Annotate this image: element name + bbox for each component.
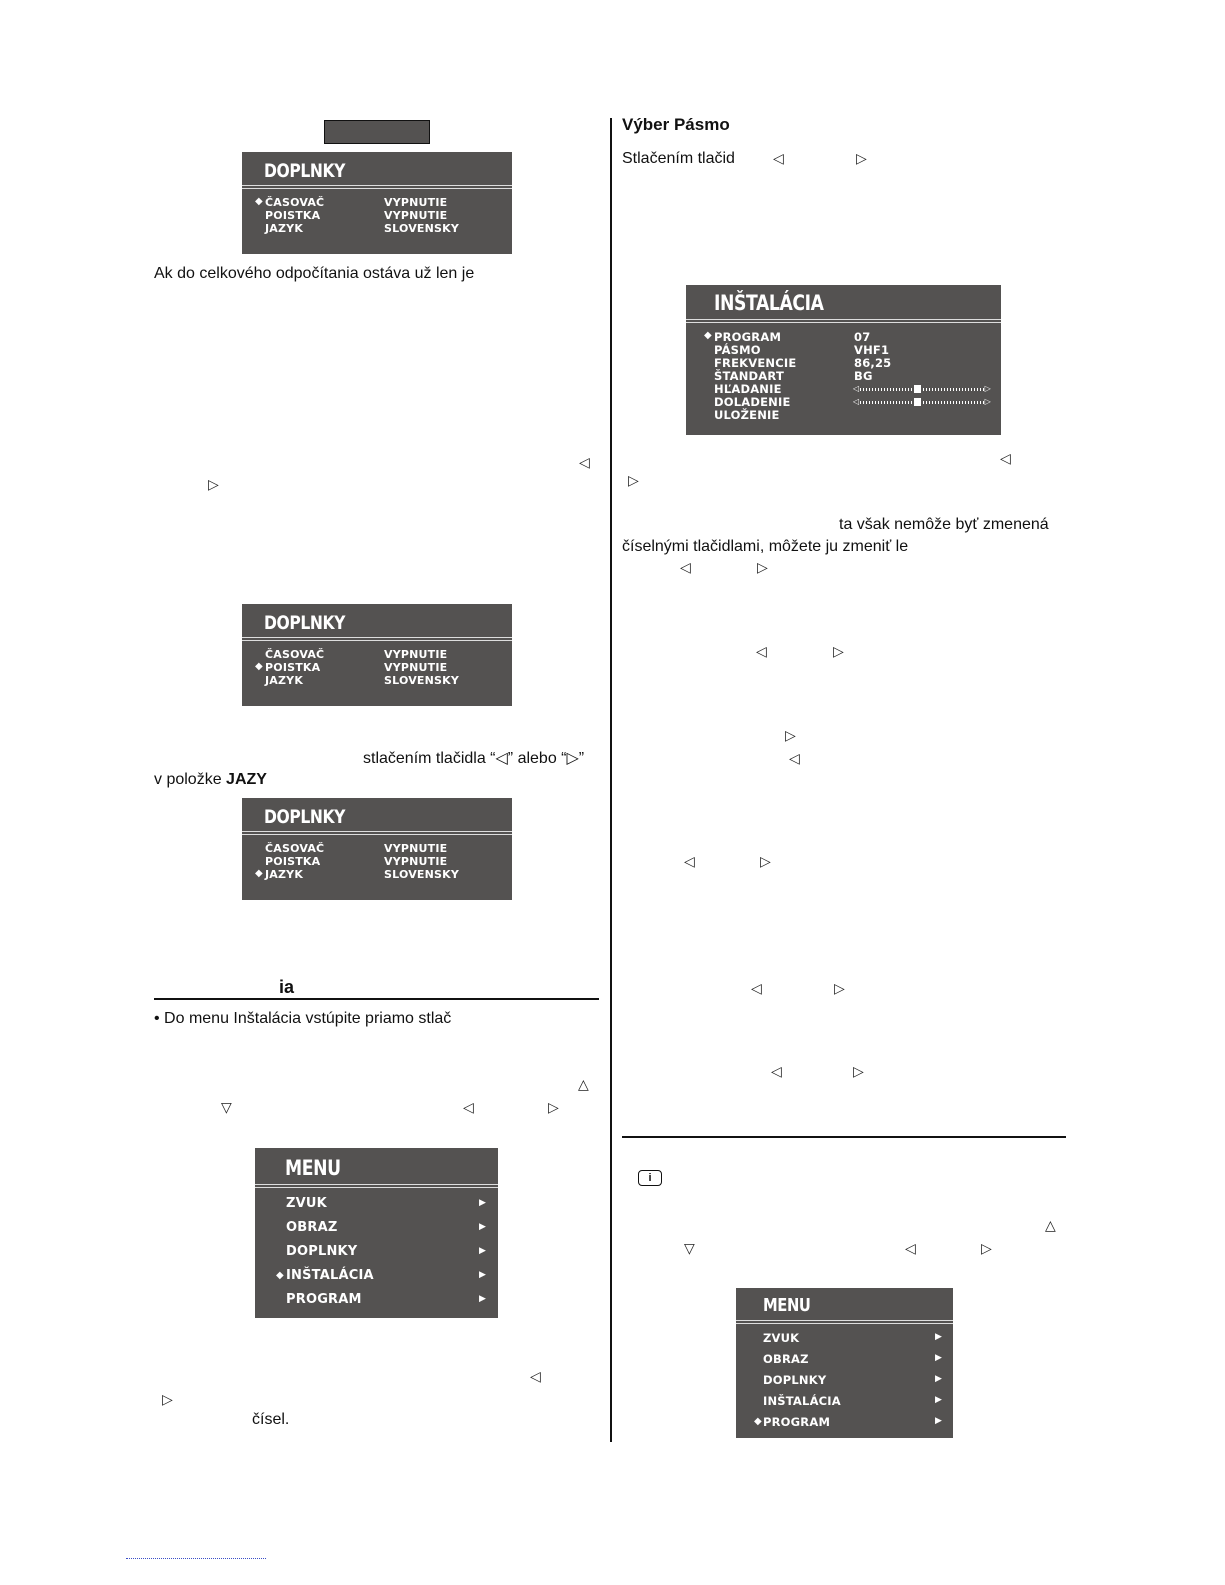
arrow-right-icon: ▷	[628, 473, 639, 489]
arrow-right-icon: ▷	[760, 854, 771, 870]
chevron-right-icon: ▶	[935, 1353, 943, 1363]
footer-link-underline	[126, 1557, 266, 1559]
arrow-left-icon: ◁	[680, 560, 691, 576]
arrow-left-icon: ◁	[905, 1241, 916, 1257]
section-heading: ia	[279, 977, 295, 997]
slider-knob[interactable]	[914, 385, 921, 393]
menu-item-obraz[interactable]: OBRAZ ▶	[763, 1352, 943, 1366]
cursor-icon: ◆	[704, 330, 712, 341]
menu-title: INŠTALÁCIA	[714, 291, 824, 315]
arrow-right-icon: ▷	[785, 728, 796, 744]
column-divider	[610, 118, 612, 1442]
chevron-right-icon: ▶	[935, 1332, 943, 1342]
digits-text: čísel.	[252, 1411, 290, 1428]
menu-row-search[interactable]: HĽADANIE ◁ ▷	[714, 382, 991, 396]
doplnky-menu-1	[242, 152, 512, 254]
menu-row[interactable]: JAZYK SLOVENSKY	[265, 674, 460, 687]
cursor-icon: ◆	[754, 1416, 762, 1427]
cannot-change-text-1: ta však nemôže byť zmenená	[839, 516, 1049, 533]
install-bullet-text: • Do menu Inštalácia vstúpite priamo stlač	[154, 1010, 452, 1027]
menu-item-instalacia[interactable]: ◆ INŠTALÁCIA ▶	[276, 1268, 487, 1283]
menu-item-zvuk[interactable]: ZVUK ▶	[286, 1196, 487, 1211]
menu-row-frequency[interactable]: FREKVENCIE 86,25	[714, 356, 892, 370]
cannot-change-text-2: číselnými tlačidlami, môžete ju zmeniť le	[622, 538, 909, 555]
arrow-right-icon: ▷	[834, 981, 845, 997]
arrow-left-icon: ◁	[773, 151, 784, 167]
arrow-left-icon: ◁	[530, 1369, 541, 1385]
search-slider[interactable]: ◁ ▷	[853, 384, 991, 393]
menu-row[interactable]: ČASOVAČ VYPNUTIE	[265, 648, 448, 661]
menu-title: DOPLNKY	[264, 612, 346, 634]
arrow-left-icon: ◁	[1000, 451, 1011, 467]
doplnky-menu-2	[242, 604, 512, 706]
menu-title: DOPLNKY	[264, 160, 346, 182]
section-divider	[622, 1136, 1066, 1138]
in-item-text: v položke JAZY	[154, 771, 267, 788]
menu-item-doplnky[interactable]: DOPLNKY ▶	[763, 1373, 943, 1387]
arrow-right-icon: ▷	[208, 477, 219, 493]
arrow-left-icon: ◁	[751, 981, 762, 997]
cursor-icon: ◆	[255, 868, 263, 879]
menu-item-obraz[interactable]: OBRAZ ▶	[286, 1220, 487, 1235]
arrow-left-icon: ◁	[579, 455, 590, 471]
menu-row-program[interactable]: ◆ PROGRAM 07	[704, 330, 871, 344]
menu-row-standard[interactable]: ŠTANDART BG	[714, 369, 873, 383]
slider-knob[interactable]	[914, 398, 921, 406]
arrow-left-icon: ◁	[789, 751, 800, 767]
chevron-right-icon: ▶	[479, 1198, 487, 1208]
menu-row-finetune[interactable]: DOLADENIE ◁ ▷	[714, 395, 991, 409]
menu-row-band[interactable]: PÁSMO VHF1	[714, 343, 890, 357]
chevron-right-icon: ▶	[935, 1395, 943, 1405]
arrow-right-icon: ▷	[856, 151, 867, 167]
band-heading: Výber Pásmo	[622, 115, 730, 134]
dark-label-box	[324, 120, 430, 144]
arrow-up-icon: △	[1045, 1218, 1056, 1234]
arrow-left-icon: ◁	[756, 644, 767, 660]
chevron-right-icon: ▶	[935, 1374, 943, 1384]
arrow-left-icon: ◁	[771, 1064, 782, 1080]
chevron-right-icon: ▶	[479, 1270, 487, 1280]
menu-row[interactable]: POISTKA VYPNUTIE	[265, 209, 448, 222]
menu-row[interactable]: ČASOVAČ VYPNUTIE	[265, 842, 448, 855]
chevron-right-icon: ▶	[935, 1416, 943, 1426]
menu-item-program[interactable]: PROGRAM ▶	[286, 1292, 487, 1307]
menu-title: DOPLNKY	[264, 806, 346, 828]
arrow-right-icon: ▷	[981, 1241, 992, 1257]
section-divider	[154, 998, 599, 1000]
menu-item-zvuk[interactable]: ZVUK ▶	[763, 1331, 943, 1345]
press-keys-text: stlačením tlačidla “◁” alebo “▷”	[363, 750, 585, 767]
cursor-icon: ◆	[276, 1270, 284, 1281]
menu-title: MENU	[763, 1295, 811, 1316]
installation-menu	[686, 285, 1001, 435]
arrow-right-icon: ▷	[833, 644, 844, 660]
cursor-icon: ◆	[255, 661, 263, 672]
cursor-icon: ◆	[255, 196, 263, 207]
main-menu-large	[255, 1148, 498, 1318]
arrow-right-icon: ▷	[853, 1064, 864, 1080]
menu-item-doplnky[interactable]: DOPLNKY ▶	[286, 1244, 487, 1259]
arrow-left-icon: ◁	[684, 854, 695, 870]
doplnky-menu-3	[242, 798, 512, 900]
arrow-down-icon: ▽	[684, 1241, 695, 1257]
chevron-right-icon: ▶	[479, 1246, 487, 1256]
menu-row[interactable]: ◆ ČASOVAČ VYPNUTIE	[255, 196, 448, 209]
arrow-right-icon: ▷	[162, 1392, 173, 1408]
countdown-text: Ak do celkového odpočítania ostáva už len je	[154, 265, 475, 282]
menu-row[interactable]: JAZYK SLOVENSKY	[265, 222, 460, 235]
press-buttons-text: Stlačením tlačid	[622, 150, 735, 167]
info-button-icon: i	[638, 1170, 662, 1186]
chevron-right-icon: ▶	[479, 1294, 487, 1304]
arrow-right-icon: ▷	[548, 1100, 559, 1116]
menu-row[interactable]: ◆ POISTKA VYPNUTIE	[255, 661, 448, 674]
menu-item-instalacia[interactable]: INŠTALÁCIA ▶	[763, 1394, 943, 1408]
menu-row-store[interactable]: ULOŽENIE	[714, 408, 780, 422]
menu-row[interactable]: POISTKA VYPNUTIE	[265, 855, 448, 868]
chevron-right-icon: ▶	[479, 1222, 487, 1232]
arrow-down-icon: ▽	[221, 1100, 232, 1116]
menu-title: MENU	[285, 1156, 341, 1180]
arrow-up-icon: △	[578, 1077, 589, 1093]
menu-item-program[interactable]: ◆ PROGRAM ▶	[754, 1415, 943, 1429]
main-menu-small	[736, 1288, 953, 1438]
arrow-right-icon: ▷	[757, 560, 768, 576]
arrow-left-icon: ◁	[463, 1100, 474, 1116]
menu-row[interactable]: ◆ JAZYK SLOVENSKY	[255, 868, 460, 881]
finetune-slider[interactable]: ◁ ▷	[853, 397, 991, 406]
